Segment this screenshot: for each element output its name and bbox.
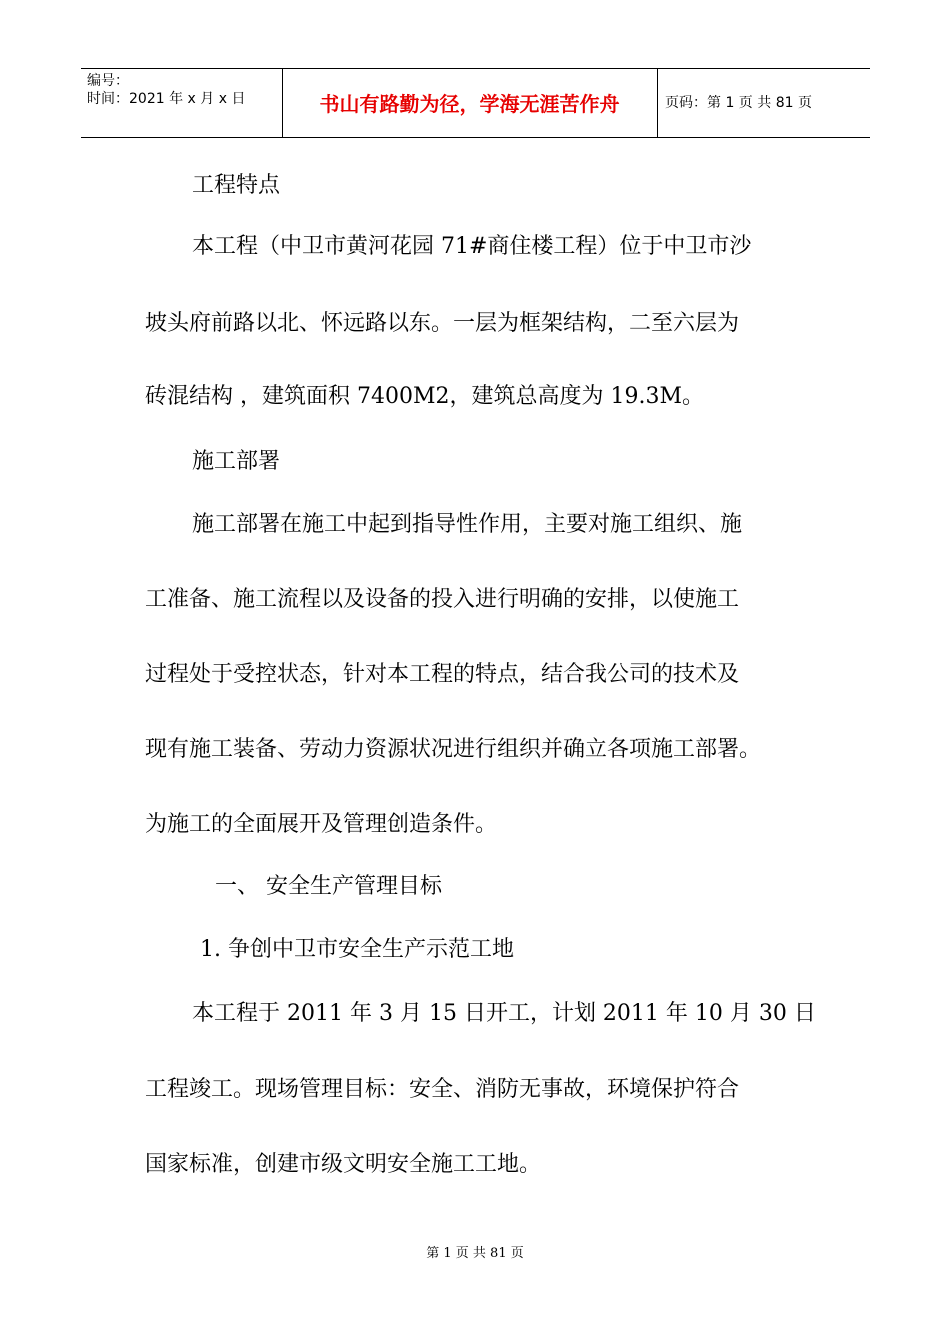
paragraph-line: 坡头府前路以北、怀远路以东。一层为框架结构，二至六层为: [145, 311, 740, 336]
paragraph-line: 国家标准，创建市级文明安全施工工地。: [145, 1152, 542, 1177]
paragraph-line: 工程竣工。现场管理目标：安全、消防无事故，环境保护符合: [145, 1077, 740, 1102]
section-heading-safety-goals: 一、 安全生产管理目标: [215, 874, 442, 899]
paragraph-line: 过程处于受控状态，针对本工程的特点，结合我公司的技术及: [145, 662, 740, 687]
paragraph-line: 现有施工装备、劳动力资源状况进行组织并确立各项施工部署。: [145, 737, 762, 762]
paragraph-line: 为施工的全面展开及管理创造条件。: [145, 812, 498, 837]
subheading-item-1: 1. 争创中卫市安全生产示范工地: [200, 937, 514, 962]
header-page-info: 页码：第 1 页 共 81 页: [665, 95, 812, 111]
paragraph-line: 工准备、施工流程以及设备的投入进行明确的安排，以使施工: [145, 587, 740, 612]
header-page-cell: [657, 69, 870, 137]
header-motto-cell: [282, 69, 658, 137]
document-date-label: 时间：2021 年 x 月 x 日: [87, 91, 246, 107]
document-header: [81, 68, 870, 138]
section-heading-features: 工程特点: [192, 173, 281, 198]
header-motto: 书山有路勤为径，学海无涯苦作舟: [319, 92, 620, 116]
page-footer: 第 1 页 共 81 页: [426, 1246, 524, 1261]
header-meta-cell: [81, 69, 283, 137]
section-heading-deployment: 施工部署: [192, 449, 281, 474]
paragraph-line: 本工程于 2011 年 3 月 15 日开工，计划 2011 年 10 月 30 日: [192, 1001, 816, 1026]
paragraph-line: 本工程（中卫市黄河花园 71#商住楼工程）位于中卫市沙: [192, 234, 752, 259]
paragraph-line: 砖混结构 ，建筑面积 7400M2，建筑总高度为 19.3M。: [145, 384, 705, 409]
paragraph-line: 施工部署在施工中起到指导性作用，主要对施工组织、施: [192, 512, 743, 537]
document-number-label: 编号：: [87, 73, 129, 89]
